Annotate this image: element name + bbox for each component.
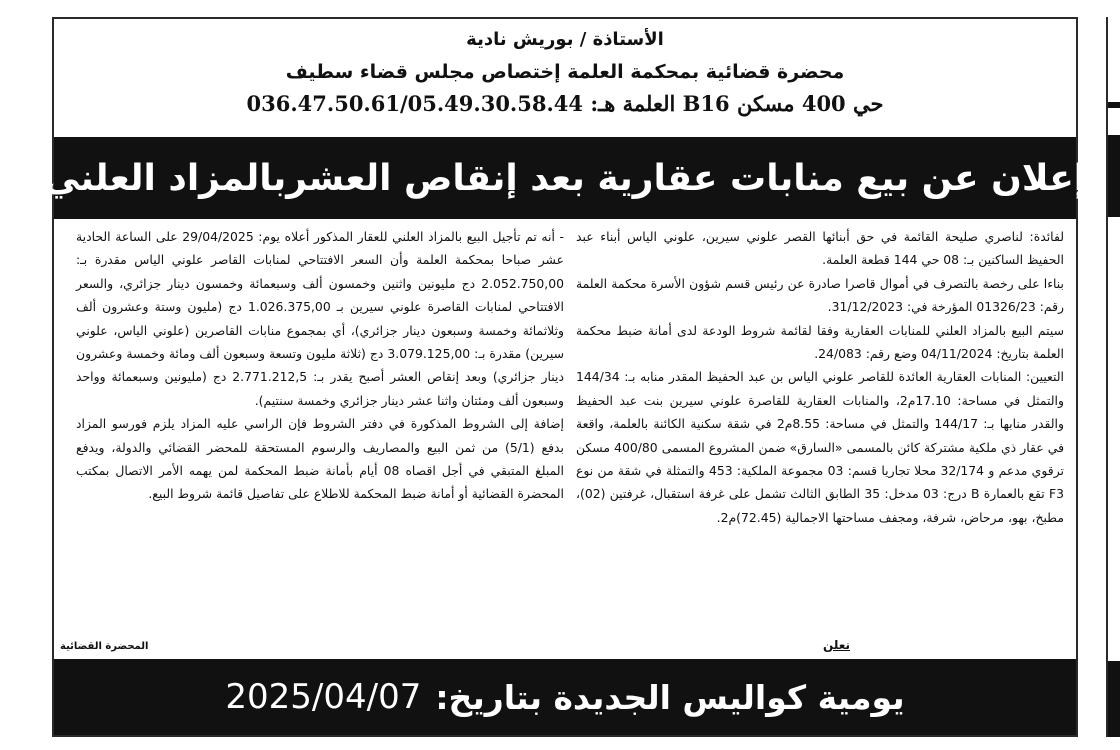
notice-body [54,219,1076,652]
notice-title-band [43,137,1087,219]
bailiff-name: الأستاذة / بوريش نادية [466,29,664,50]
authorization-paragraph: بناءا على رخصة بالتصرف في أموال قاصرا صادرة عن رئيس قسم شؤون الأسرة محكمة العلمة رقم: 01326/23 المؤرخة في: 31/12/2023. [576,275,1064,315]
postponement-paragraph: - أنه تم تأجيل البيع بالمزاد العلني للعقار المذكور أعلاه يوم: 29/04/2025 على الساعة الحادية عشر صباحا بمحكمة العلمة وأن السعر الافتتاحي لمنابات القاصر علوني الياس مقدرة بـ: 2.052.750,00 دج مليونين واثنين وخمسون ألف وسبعمائة وخمسون دينار جزائري، والسعر الافتتاحي لمنابات القاصرة علوني سيرين بـ 1.026.375,00 دج (مليون وستة وعشرون ألف وثلاثمائة وخمسة وسبعون دينار جزائري)، أي بمجموع منابات القاصرين (علوني الياس، علوني سيرين) مقدرة بـ: 3.079.125,00 دج (ثلاثة مليون وتسعة وسبعون ألف ومائة وخمسة وعشرون دينار جزائري) وبعد إنقاص العشر أصبح يقدر بـ: 2.771.212,5 دج (مليونين وسبعمائة وواحد وسبعون ألف ومئتان واثنا عشر دينار جزائري وخمسة سنتيم). [76,229,564,408]
adjacent-page-footer-band [1108,661,1120,737]
notice-title-sub: بالمزاد العلني [43,157,287,199]
property-description-paragraph: التعيين: المنابات العقارية العائدة للقاصر علوني الياس بن عبد الحفيظ المقدر منابه بـ: 144/34 والتمثل في مساحة: 17.10م2، والمنابات العقارية للقاصرة علوني سيرين بنت عبد الحفيظ والقدر منابها بـ: 144/17 والتمثل في مساحة: 8.55م2 في شقة سكنية الكائنة بالعلمة، واقعة في عقار ذي ملكية مشتركة كائن بالمسمى «السارق» ضمن المشروع المسمى 400/80 مسكن ترقوي مدعم و 32/174 محلا تجاريا قسم: 03 مجموعة الملكية: 453 والتمثلة في شقة من نوع F3 تقع بالعمارة B درج: 03 مدخل: 35 الطابق الثالث تشمل على غرفة استقبال، غرفتين (02)، مطبخ، بهو، مرحاض، شرفة، ومجفف مساحتها الاجمالية (72.45)م2. [576,369,1065,525]
notice-origin: المحضرة القضائية [60,641,149,652]
publication-date: 2025/04/07 [225,677,422,717]
adjacent-page-edge [1106,17,1120,737]
beneficiary-paragraph: لفائدة: لناصري صليحة القائمة في حق أبنائها القصر علوني سيرين، علوني الياس أبناء عبد الحفيظ الساكنين بـ: 08 حي 144 قطعة العلمة. [576,229,1064,268]
sale-conditions-paragraph: سيتم البيع بالمزاد العلني للمنابات العقارية وفقا لقائمة شروط الودعة لدى أمانة ضبط محكمة العلمة بتاريخ: 04/11/2024 وضع رقم: 24/083. [576,322,1064,362]
bailiff-office: محضرة قضائية بمحكمة العلمة إختصاص مجلس قضاء سطيف [285,61,845,83]
payment-terms-paragraph: إضافة إلى الشروط المذكورة في دفتر الشروط فإن الراسي عليه المزاد يلزم فورسو المزاد بدفع (5/1) من ثمن البيع والمصاريف والرسوم المستحقة للمحضر القضائي والدولة، ويدفع المبلغ المتبقي في أجل اقصاه 08 أيام بأمانة ضبط المحكمة لمن يهمه الأمر الاتصال بمكتب المحضرة القضائية أو أمانة ضبط المحكمة للاطلاع على تفاصيل قائمة شروط البيع. [76,416,564,502]
announcement-label: نعلن [823,638,850,652]
notice-header [54,19,1076,137]
publication-footer [54,659,1076,735]
bailiff-address-phone: حي 400 مسكن B16 العلمة هـ: 036.47.50.61/05.49.30.58.44 [246,91,884,116]
legal-notice [43,17,1087,737]
adjacent-page-title-band [1108,135,1120,217]
notice-title-main: إعلان عن بيع منابات عقارية بعد إنقاص العشر [286,157,1087,199]
right-column [576,225,1064,529]
left-column [76,225,564,506]
newspaper-name: يومية كواليس الجديدة بتاريخ: [435,677,905,717]
adjacent-page-rule [1108,102,1120,108]
